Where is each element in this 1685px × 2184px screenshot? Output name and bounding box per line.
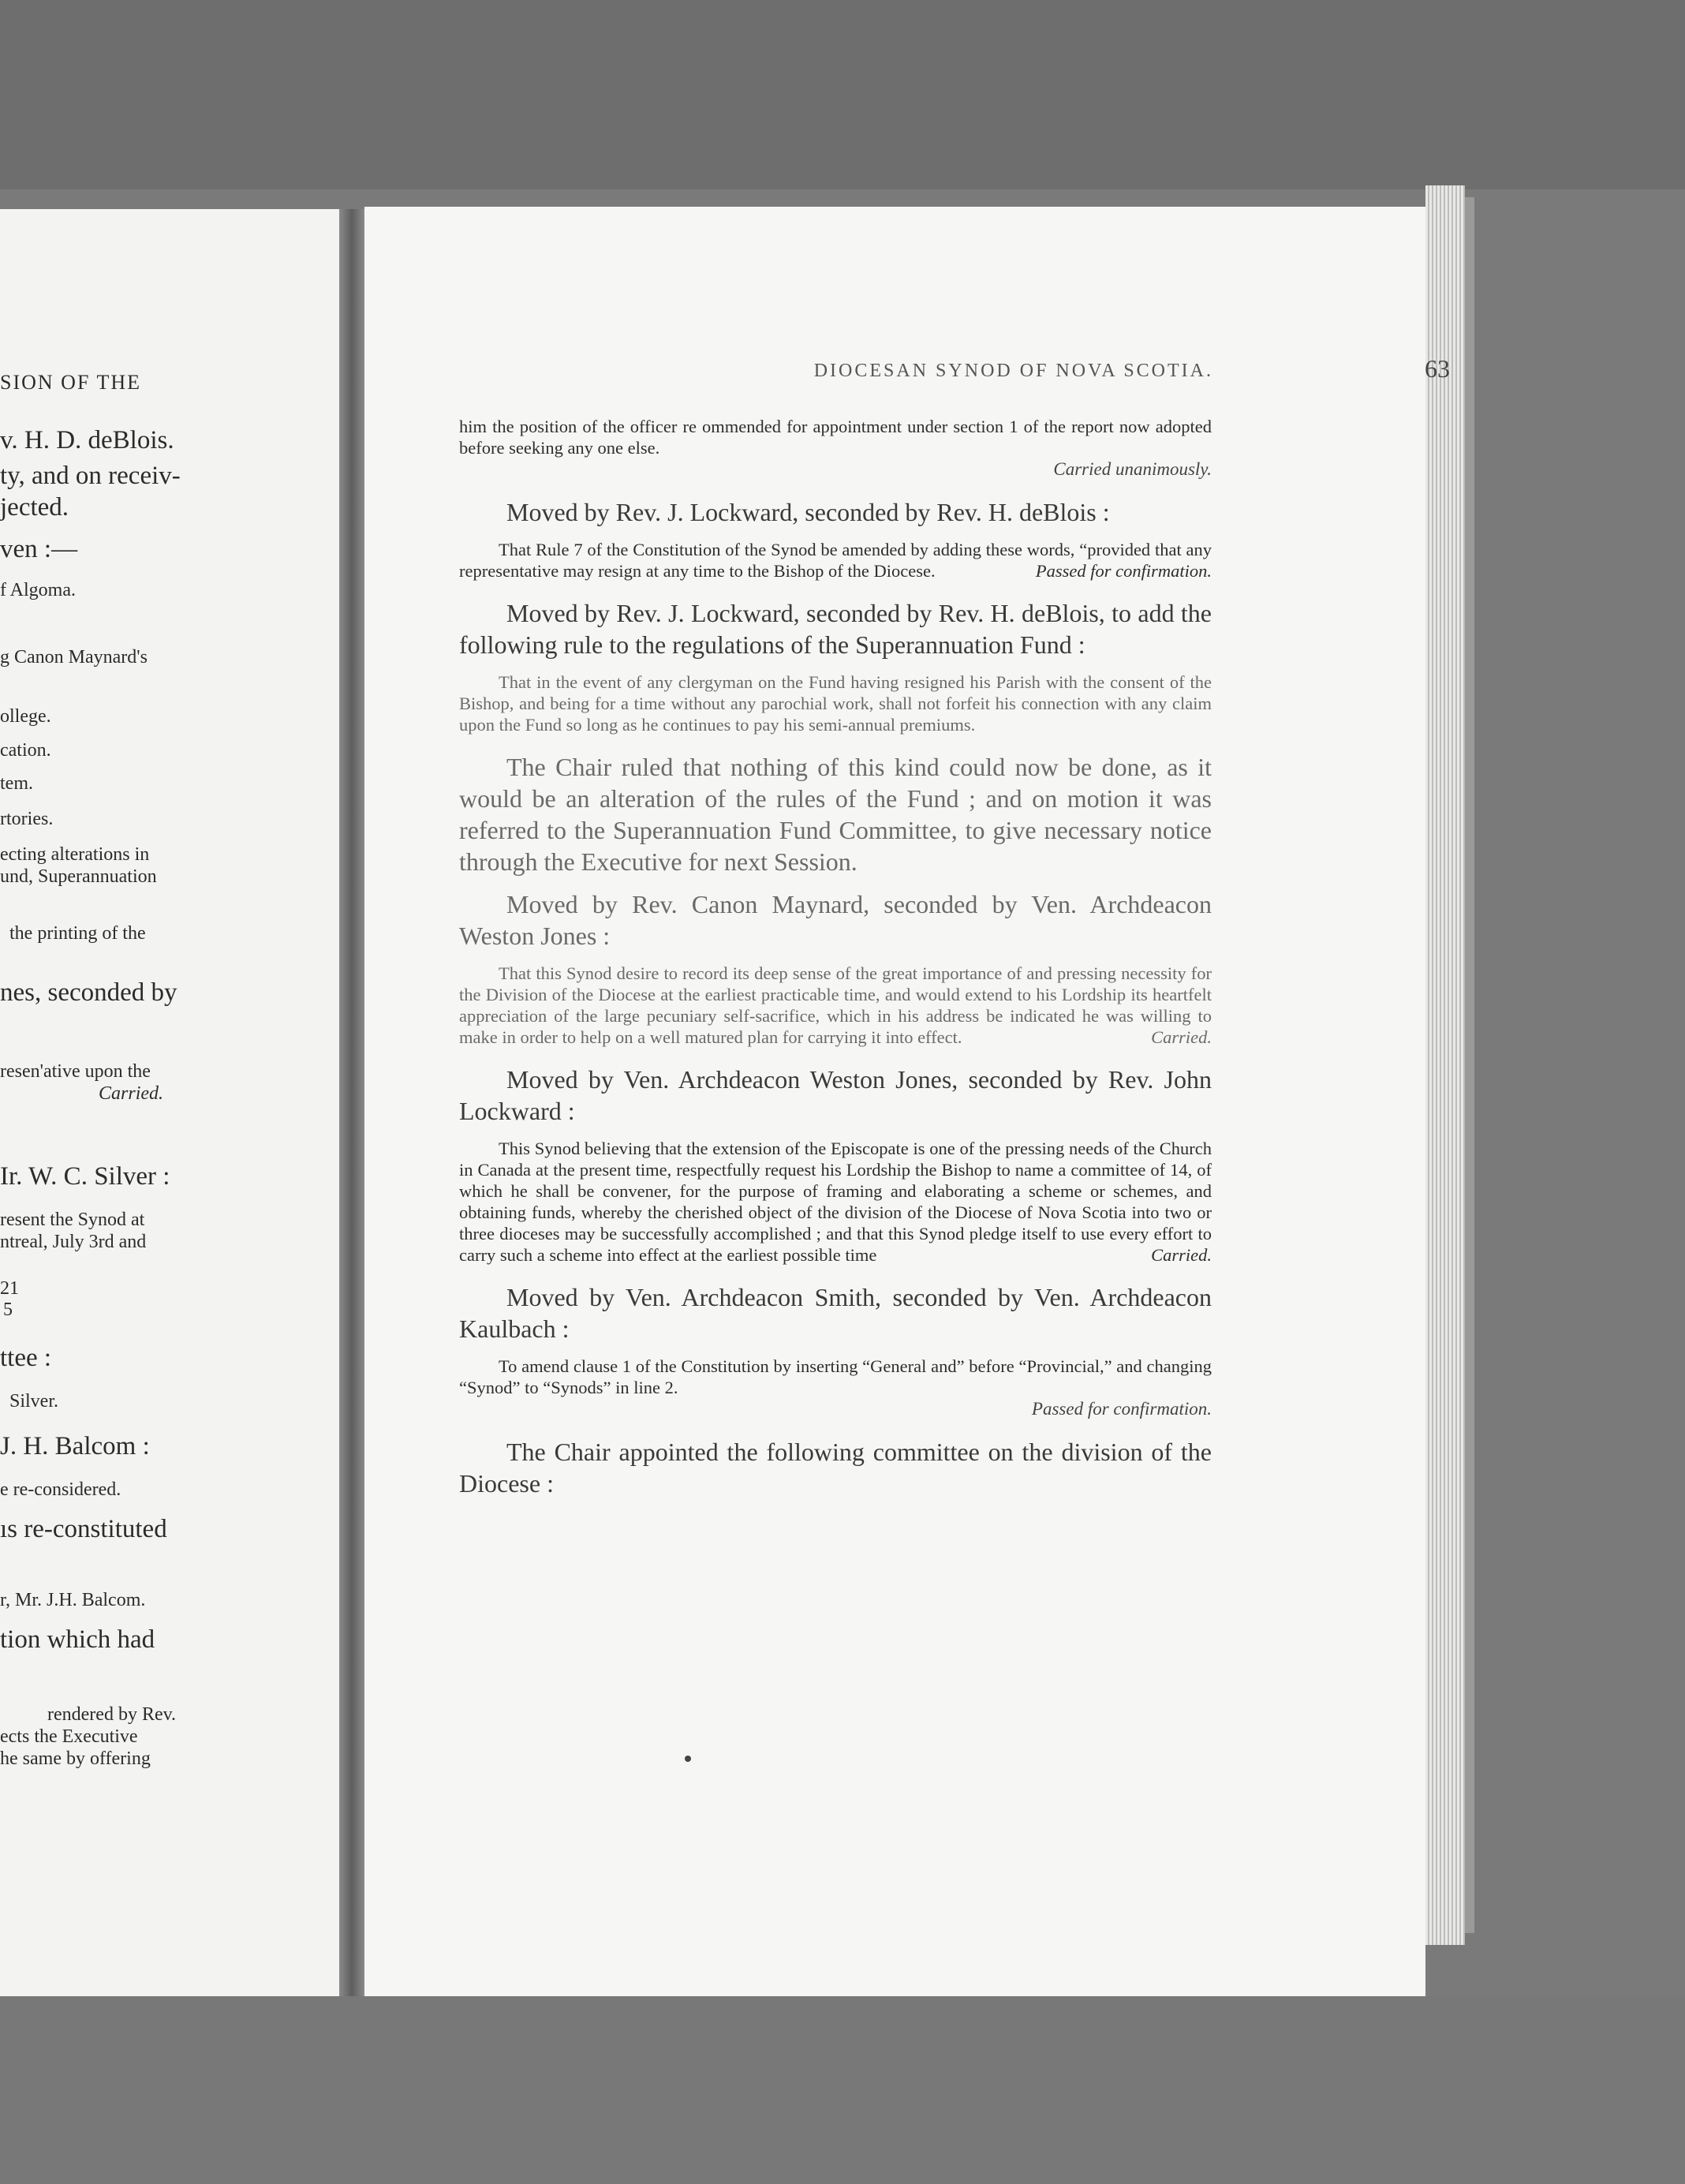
left-line: und, Superannuation xyxy=(0,866,157,887)
motion-5: Moved by Ven. Archdeacon Smith, seconded by Ven. Archdeacon Kaulbach : xyxy=(459,1283,1212,1343)
left-page-fragment xyxy=(0,209,339,1996)
left-line: tion which had xyxy=(0,1625,155,1654)
resolution-2: That in the event of any clergyman on the Fund having resigned his Parish with the consent of the Bishop, and being for a time without any parochial work, shall not forfeit his connection with any claim upon the Fund so long as he continues to pay his semi-annual premiums. xyxy=(459,672,1212,735)
motion-1: Moved by Rev. J. Lockward, seconded by Rev. H. deBlois : xyxy=(506,498,1110,526)
chair-appointment: The Chair appointed the following committee on the division of the Diocese : xyxy=(459,1438,1212,1498)
left-line: rendered by Rev. xyxy=(47,1704,177,1725)
continued-paragraph: him the position of the officer re ommended for appointment under section 1 of the report now adopted before seeking any one else. xyxy=(459,417,1212,458)
resolution-4-text: This Synod believing that the extension of the Episcopate is one of the pressing needs of the Church in Canada at the present time, respectfully request his Lordship the Bishop to name a committee of 14, of which he shall be convener, for the purpose of framing and elaborating a scheme or schemes, and obtaining funds, whereby the cherished object of the division of the Diocese of Nova Scotia into two or three dioceses may be successfully accomplished ; and that this Synod pledge itself to use every effort to carry such a scheme into effect at the earliest possible time xyxy=(459,1139,1212,1265)
verdict-carried: Carried. xyxy=(1151,1027,1212,1047)
left-line: rtories. xyxy=(0,809,54,829)
motion-2: Moved by Rev. J. Lockward, seconded by Rev. H. deBlois, to add the following rule to the regulations of the Superannuation Fund : xyxy=(459,599,1212,659)
left-line: 21 xyxy=(0,1278,19,1299)
background-top xyxy=(0,0,1685,189)
left-line: the printing of the xyxy=(9,923,146,944)
motion-4: Moved by Ven. Archdeacon Weston Jones, seconded by Rev. John Lockward : xyxy=(459,1065,1212,1125)
left-line: SION OF THE xyxy=(0,371,141,394)
left-line: e re-considered. xyxy=(0,1479,121,1500)
resolution-3-text: That this Synod desire to record its deep sense of the great importance of and pressing necessity for the Division of the Diocese at the earliest practicable time, and would extend to his Lordship its heartfelt appreciation of the large pecuniary self-sacrifice, which in his address be indicated he was willing to make in order to help on a well matured plan for carrying it into effect. xyxy=(459,963,1212,1047)
resolution-3 xyxy=(459,963,1212,1048)
chair-ruling: The Chair ruled that nothing of this kind could now be done, as it would be an alteration of the rules of the Fund ; and on motion it was referred to the Superannuation Fund Committee, to give necessary notice through the Executive for next Session. xyxy=(459,753,1212,876)
page-number: 63 xyxy=(1425,354,1450,383)
left-line: he same by offering xyxy=(0,1748,151,1769)
page-63 xyxy=(364,207,1450,1996)
left-line: ıs re-constituted xyxy=(0,1515,167,1543)
left-line: ntreal, July 3rd and xyxy=(0,1232,147,1252)
ink-spot xyxy=(685,1756,691,1762)
left-line: cation. xyxy=(0,740,51,761)
left-line: g Canon Maynard's xyxy=(0,647,148,668)
motion-3: Moved by Rev. Canon Maynard, seconded by Ven. Archdeacon Weston Jones : xyxy=(459,890,1212,950)
verdict-passed-for-confirmation: Passed for confirmation. xyxy=(1031,1399,1212,1419)
resolution-5: To amend clause 1 of the Constitution by inserting “General and” before “Provincial,” and changing “Synod” to “Synods” in line 2. xyxy=(459,1356,1212,1397)
verdict-carried: Carried. xyxy=(1151,1245,1212,1265)
left-line: f Algoma. xyxy=(0,580,76,600)
left-line: jected. xyxy=(0,493,69,522)
resolution-4 xyxy=(459,1138,1212,1266)
left-line: Carried. xyxy=(99,1083,164,1104)
left-line: ecting alterations in xyxy=(0,844,150,865)
verdict-passed-for-confirmation: Passed for confirmation. xyxy=(1035,561,1212,581)
left-line: Ir. W. C. Silver : xyxy=(0,1162,170,1191)
left-line: Silver. xyxy=(9,1391,59,1412)
left-line: ty, and on receiv- xyxy=(0,462,181,490)
book-cover-edge xyxy=(1465,197,1474,1933)
resolution-1 xyxy=(459,539,1212,582)
page-stack-edge xyxy=(1425,185,1465,1945)
running-title: DIOCESAN SYNOD OF NOVA SCOTIA. xyxy=(813,361,1213,381)
left-line: ollege. xyxy=(0,706,51,727)
left-line: ttee : xyxy=(0,1344,52,1372)
left-line: resen'ative upon the xyxy=(0,1061,151,1082)
left-line: nes, seconded by xyxy=(0,978,177,1007)
left-line: r, Mr. J.H. Balcom. xyxy=(0,1590,146,1610)
left-line: J. H. Balcom : xyxy=(0,1432,150,1460)
background-bottom xyxy=(0,1996,1685,2184)
left-line: 5 xyxy=(3,1300,13,1320)
left-line: ects the Executive xyxy=(0,1726,138,1747)
left-line: resent the Synod at xyxy=(0,1210,145,1230)
left-line: ven :— xyxy=(0,535,78,563)
book-gutter xyxy=(339,209,364,1996)
left-line: tem. xyxy=(0,773,33,794)
verdict-carried-unanimously: Carried unanimously. xyxy=(1053,459,1212,479)
page-body xyxy=(459,416,1212,1499)
left-line: v. H. D. deBlois. xyxy=(0,426,174,454)
resolution-1-text: That Rule 7 of the Constitution of the Synod be amended by adding these words, “provided that any representative may resign at any time to the Bishop of the Diocese. xyxy=(459,540,1212,581)
